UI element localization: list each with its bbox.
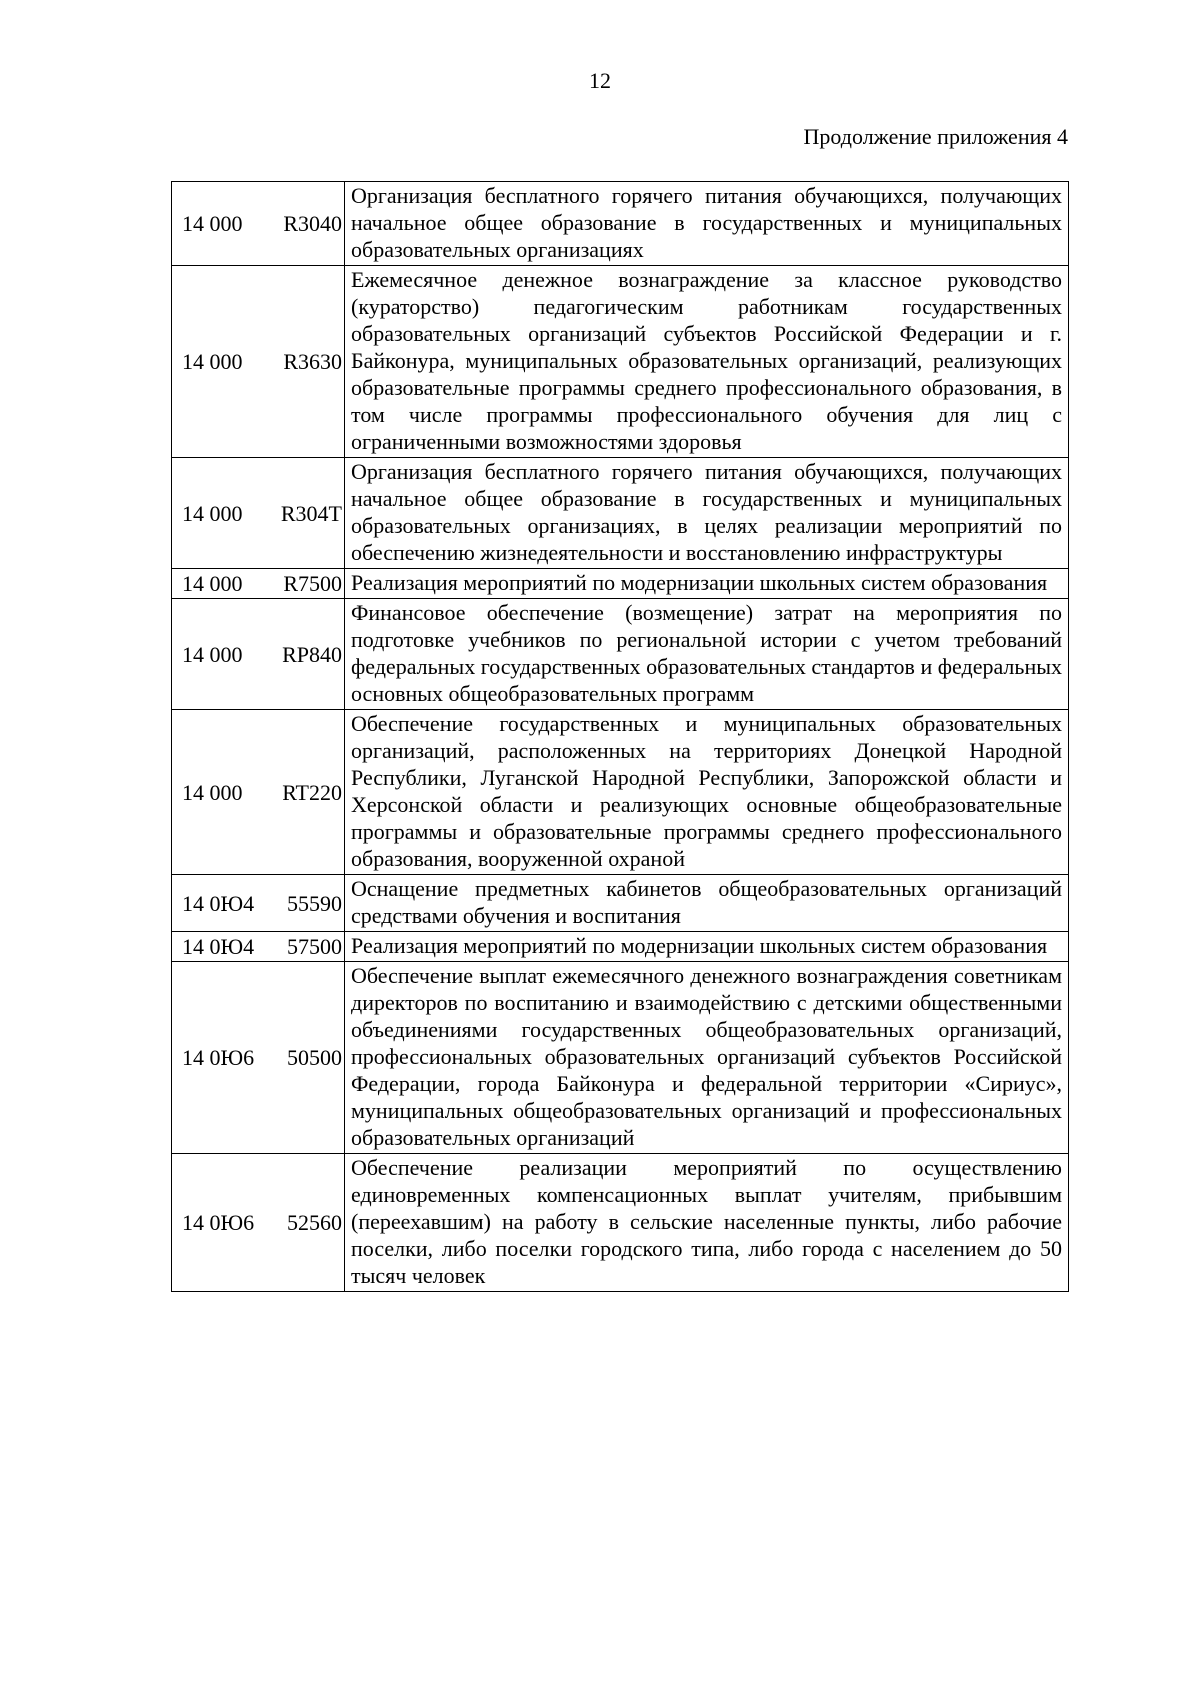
code-prefix: 14 0Ю4	[182, 890, 255, 916]
description-cell: Финансовое обеспечение (возмещение) затрат на мероприятия по подготовке учебников по региональной истории с учетом требований федеральных государственных образовательных стандартов и федеральных основных общеобразовательных программ	[345, 599, 1069, 710]
code-cell	[172, 458, 345, 569]
code-prefix: 14 0Ю6	[182, 1210, 255, 1235]
description-cell: Оснащение предметных кабинетов общеобразовательных организаций средствами обучения и воспитания	[345, 875, 1069, 932]
code-suffix: R304T	[280, 500, 342, 526]
code-prefix: 14 0Ю4	[182, 934, 255, 959]
code-cell	[172, 182, 345, 266]
table-row	[172, 710, 1069, 875]
code-cell	[172, 266, 345, 458]
code-prefix: 14 000	[182, 571, 243, 596]
table-row	[172, 875, 1069, 932]
description-cell: Реализация мероприятий по модернизации школьных систем образования	[345, 569, 1069, 599]
code-prefix: 14 0Ю6	[182, 1045, 255, 1070]
code-cell	[172, 569, 345, 599]
code-prefix: 14 000	[182, 211, 243, 236]
code-cell	[172, 875, 345, 932]
code-suffix: R3630	[283, 349, 342, 374]
code-cell	[172, 932, 345, 962]
code-prefix: 14 000	[182, 500, 243, 526]
description-cell: Организация бесплатного горячего питания обучающихся, получающих начальное общее образование в государственных и муниципальных образовательных организациях, в целях реализации мероприятий по обеспечению жизнедеятельности и восстановлению инфраструктуры	[345, 458, 1069, 569]
code-cell	[172, 962, 345, 1154]
description-cell: Реализация мероприятий по модернизации школьных систем образования	[345, 932, 1069, 962]
table-row	[172, 182, 1069, 266]
code-prefix: 14 000	[182, 779, 243, 805]
table-row	[172, 266, 1069, 458]
appendix-continuation-label: Продолжение приложения 4	[803, 124, 1068, 149]
table-row	[172, 599, 1069, 710]
budget-codes-table	[171, 181, 1069, 1292]
code-suffix: 55590	[287, 890, 342, 916]
code-cell	[172, 710, 345, 875]
code-suffix: R7500	[283, 571, 342, 596]
code-suffix: R3040	[283, 211, 342, 236]
page-number: 12	[589, 68, 611, 93]
code-suffix: RT220	[282, 779, 342, 805]
table-row	[172, 962, 1069, 1154]
description-cell: Обеспечение выплат ежемесячного денежного вознаграждения советникам директоров по воспитанию и взаимодействию с детскими общественными объединениями государственных общеобразовательных организаций, профессиональных образовательных организаций субъектов Российской Федерации, города Байконура и федеральной территории «Сириус», муниципальных общеобразовательных организаций и профессиональных образовательных организаций	[345, 962, 1069, 1154]
code-suffix: RP840	[282, 641, 342, 667]
table-row	[172, 1154, 1069, 1292]
table-row	[172, 458, 1069, 569]
code-suffix: 52560	[287, 1210, 342, 1235]
code-suffix: 50500	[287, 1045, 342, 1070]
code-prefix: 14 000	[182, 641, 243, 667]
code-cell	[172, 1154, 345, 1292]
code-prefix: 14 000	[182, 349, 243, 374]
description-cell: Обеспечение реализации мероприятий по осуществлению единовременных компенсационных выплат учителям, прибывшим (переехавшим) на работу в сельские населенные пункты, либо рабочие поселки, либо поселки городского типа, либо города с населением до 50 тысяч человек	[345, 1154, 1069, 1292]
description-cell: Ежемесячное денежное вознаграждение за классное руководство (кураторство) педагогическим работникам государственных образовательных организаций субъектов Российской Федерации и г. Байконура, муниципальных образовательных организаций, реализующих образовательные программы среднего профессионального образования, в том числе программы профессионального обучения для лиц с ограниченными возможностями здоровья	[345, 266, 1069, 458]
table-row	[172, 569, 1069, 599]
description-cell: Обеспечение государственных и муниципальных образовательных организаций, расположенных на территориях Донецкой Народной Республики, Луганской Народной Республики, Запорожской области и Херсонской области и реализующих основные общеобразовательные программы и образовательные программы среднего профессионального образования, вооруженной охраной	[345, 710, 1069, 875]
description-cell: Организация бесплатного горячего питания обучающихся, получающих начальное общее образование в государственных и муниципальных образовательных организациях	[345, 182, 1069, 266]
code-cell	[172, 599, 345, 710]
code-suffix: 57500	[287, 934, 342, 959]
table-body	[172, 182, 1069, 1292]
table-row	[172, 932, 1069, 962]
